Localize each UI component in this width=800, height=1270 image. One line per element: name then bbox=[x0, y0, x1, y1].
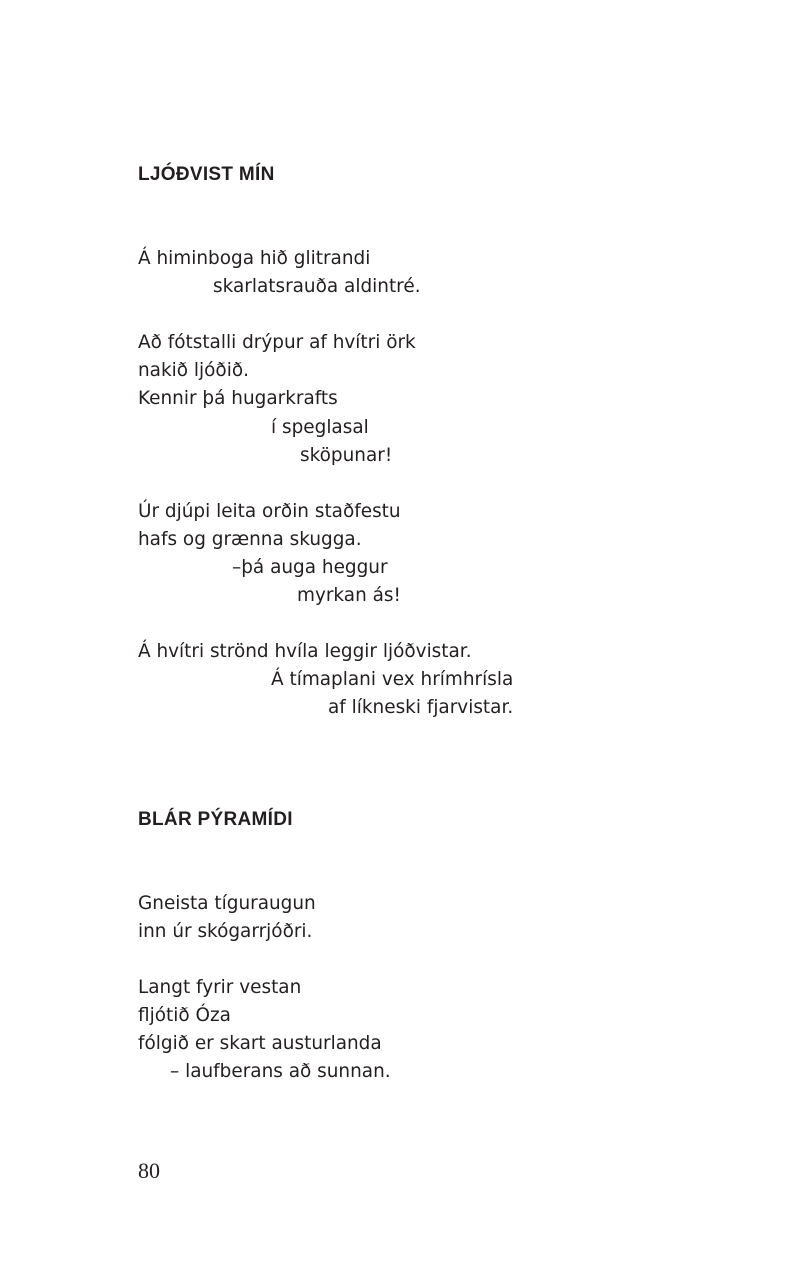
poem-title: BLÁR PÝRAMÍDI bbox=[138, 809, 293, 830]
poem-title: LJÓÐVIST MÍN bbox=[138, 164, 275, 185]
poem-line: Kennir þá hugarkrafts bbox=[138, 387, 338, 409]
poem-line: – laufberans að sunnan. bbox=[170, 1060, 391, 1082]
poem-line: –þá auga heggur bbox=[232, 556, 388, 578]
poem-line: Gneista tíguraugun bbox=[138, 892, 316, 914]
poem-line: í speglasal bbox=[271, 416, 369, 438]
poem-line: af líkneski fjarvistar. bbox=[328, 696, 514, 718]
poem-line: sköpunar! bbox=[300, 444, 393, 466]
poem-line: Að fótstalli drýpur af hvítri örk bbox=[138, 331, 416, 353]
poem-line: hafs og grænna skugga. bbox=[138, 528, 362, 550]
page-number: 80 bbox=[138, 1158, 160, 1183]
poem-line: Á tímaplani vex hrímhrísla bbox=[271, 668, 514, 690]
poem-line: fljótið Óza bbox=[138, 1004, 231, 1026]
poem-line: inn úr skógarrjóðri. bbox=[138, 920, 313, 942]
poem-line: skarlatsrauða aldintré. bbox=[213, 275, 421, 297]
poem-line: Á himinboga hið glitrandi bbox=[138, 247, 371, 269]
poem-line: Úr djúpi leita orðin staðfestu bbox=[138, 500, 401, 522]
poem-line: myrkan ás! bbox=[297, 584, 401, 606]
poem-line: fólgið er skart austurlanda bbox=[138, 1032, 382, 1054]
poem-line: Á hvítri strönd hvíla leggir ljóðvistar. bbox=[138, 640, 472, 662]
poem-line: nakið ljóðið. bbox=[138, 359, 249, 381]
poem-line: Langt fyrir vestan bbox=[138, 976, 302, 998]
